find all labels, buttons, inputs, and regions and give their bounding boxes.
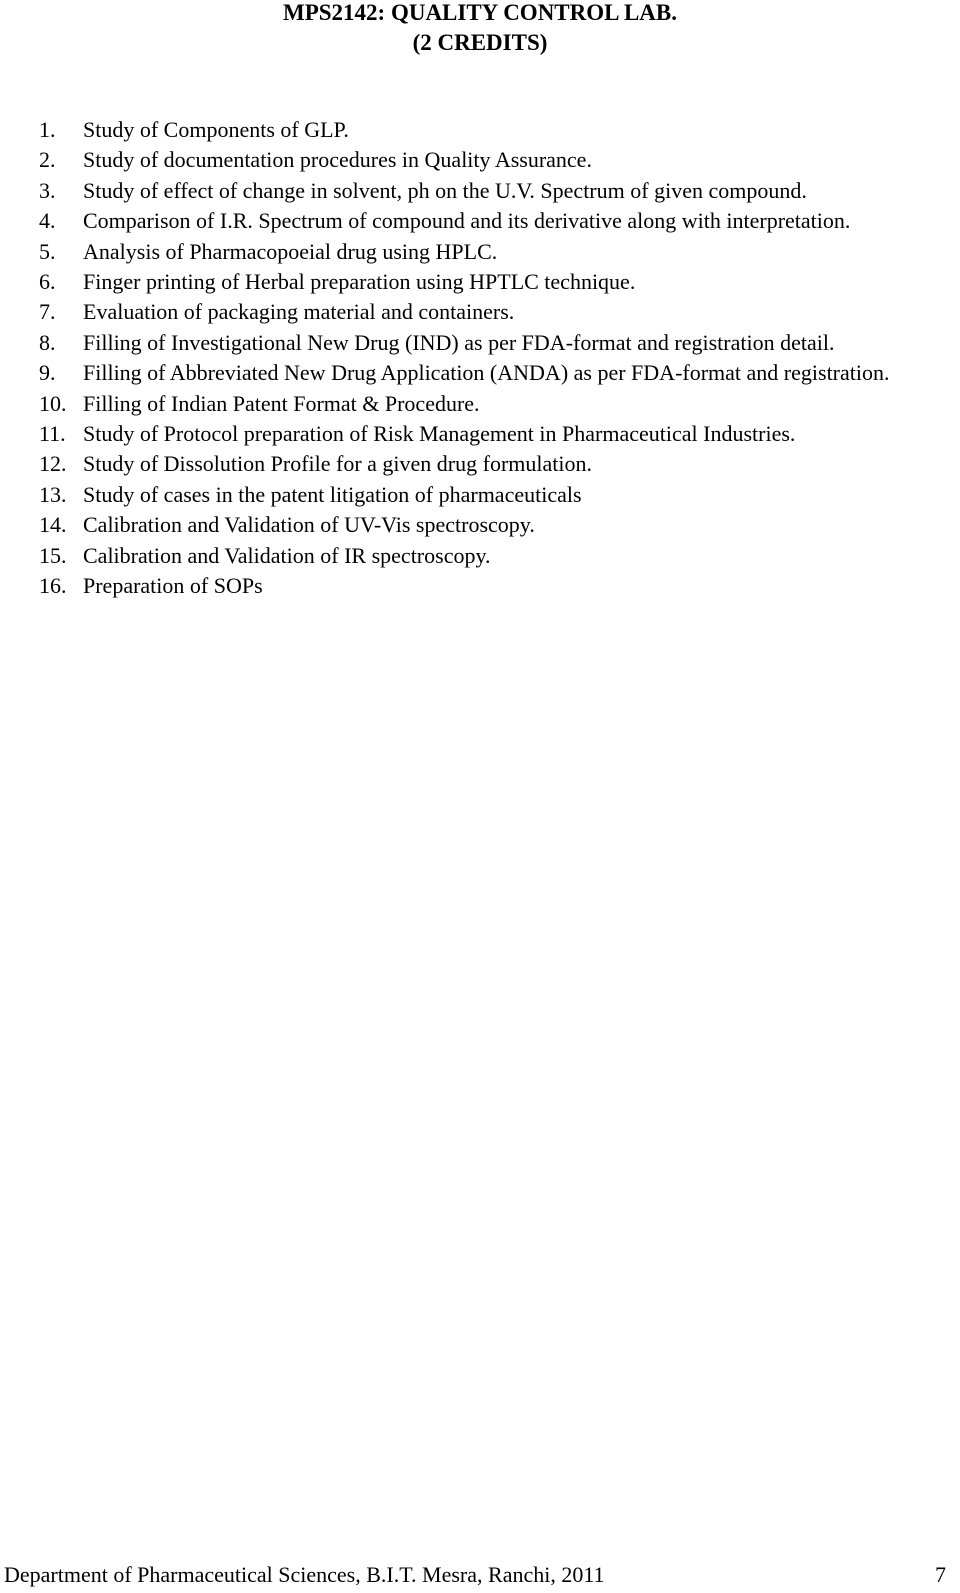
item-number: 3. <box>39 177 56 203</box>
item-text: Comparison of I.R. Spectrum of compound and its derivative along with interpretation. <box>83 208 851 234</box>
item-text: Study of Dissolution Profile for a given drug formulation. <box>83 451 592 477</box>
item-text: Finger printing of Herbal preparation using HPTLC technique. <box>83 269 636 295</box>
footer-department: Department of Pharmaceutical Sciences, B.I.T. Mesra, Ranchi, 2011 <box>4 1562 605 1587</box>
item-number: 4. <box>39 208 56 234</box>
page-header <box>0 0 960 58</box>
item-number: 13. <box>39 481 67 507</box>
item-number: 5. <box>39 238 56 264</box>
item-text: Filling of Indian Patent Format & Procedure. <box>83 390 480 416</box>
list-item <box>0 176 960 206</box>
item-text: Study of cases in the patent litigation of pharmaceuticals <box>83 481 582 507</box>
item-number: 6. <box>39 269 56 295</box>
list-item <box>0 571 960 601</box>
item-number: 14. <box>39 512 67 538</box>
list-item <box>0 267 960 297</box>
item-number: 16. <box>39 573 67 599</box>
item-text: Filling of Investigational New Drug (IND) as per FDA-format and registration detail. <box>83 329 835 355</box>
list-item <box>0 480 960 510</box>
item-number: 2. <box>39 147 56 173</box>
item-number: 10. <box>39 390 67 416</box>
list-item <box>0 297 960 327</box>
item-text: Study of Protocol preparation of Risk Management in Pharmaceutical Industries. <box>83 421 796 447</box>
syllabus-list <box>0 115 960 602</box>
list-item <box>0 206 960 236</box>
item-text: Analysis of Pharmacopoeial drug using HPLC. <box>83 238 498 264</box>
item-text: Calibration and Validation of UV-Vis spectroscopy. <box>83 512 535 538</box>
item-number: 7. <box>39 299 56 325</box>
list-item <box>0 115 960 145</box>
item-text: Study of Components of GLP. <box>83 117 349 142</box>
list-item <box>0 389 960 419</box>
item-text: Evaluation of packaging material and containers. <box>83 299 515 325</box>
list-item <box>0 541 960 571</box>
item-text: Study of effect of change in solvent, ph on the U.V. Spectrum of given compound. <box>83 177 807 203</box>
item-text: Study of documentation procedures in Quality Assurance. <box>83 147 592 173</box>
item-number: 9. <box>39 360 56 386</box>
item-number: 15. <box>39 542 67 568</box>
item-text: Preparation of SOPs <box>83 573 263 599</box>
item-number: 12. <box>39 451 67 477</box>
item-text: Filling of Abbreviated New Drug Application (ANDA) as per FDA-format and registration. <box>83 360 890 386</box>
list-item <box>0 145 960 175</box>
item-text: Calibration and Validation of IR spectroscopy. <box>83 542 491 568</box>
item-number: 11. <box>39 421 66 447</box>
page-footer <box>0 1561 960 1593</box>
list-item <box>0 510 960 540</box>
list-item <box>0 328 960 358</box>
page-number: 7 <box>935 1562 946 1587</box>
list-item <box>0 449 960 479</box>
list-item <box>0 358 960 388</box>
page-title: MPS2142: QUALITY CONTROL LAB. <box>282 0 678 25</box>
list-item <box>0 419 960 449</box>
item-number: 8. <box>39 329 56 355</box>
list-item <box>0 237 960 267</box>
credits-label: (2 CREDITS) <box>412 30 548 55</box>
item-number: 1. <box>39 117 56 142</box>
